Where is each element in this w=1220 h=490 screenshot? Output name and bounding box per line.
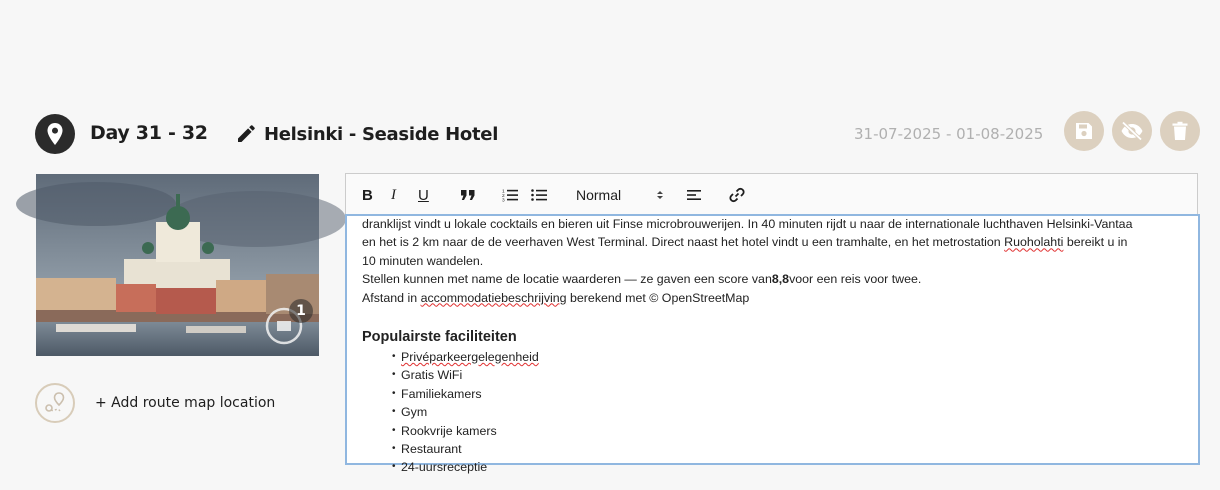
distance-line	[362, 289, 1182, 307]
facility-item: • Restaurant	[401, 440, 1182, 458]
description-text: bereikt u in	[1063, 235, 1128, 250]
svg-text:2: 2	[502, 194, 505, 199]
save-button[interactable]	[1064, 111, 1104, 151]
bold-button[interactable]: B	[362, 186, 373, 204]
quote-icon	[460, 189, 476, 201]
distance-text: Afstand in	[362, 290, 421, 305]
select-arrows-icon	[656, 189, 664, 201]
bullet-list-icon	[531, 188, 547, 202]
align-left-icon	[686, 188, 702, 202]
misspelled-word: accommodatiebeschrijving	[420, 290, 567, 305]
paragraph-gap	[362, 307, 1182, 327]
facilities-heading: Populairste faciliteiten	[362, 329, 517, 346]
facilities-list	[362, 348, 1182, 477]
description-text: en het is 2 km naar de de veerhaven West Terminal. Direct naast het hotel vindt u een tramhalte, en het metrostation	[362, 235, 1005, 250]
location-pin-icon	[35, 114, 75, 154]
link-icon	[729, 187, 745, 203]
facility-item: • 24-uursreceptie	[401, 458, 1182, 476]
facility-item	[401, 348, 1182, 366]
align-button[interactable]	[686, 185, 702, 205]
description-editor[interactable]	[345, 214, 1200, 475]
facility-item: • Rookvrije kamers	[401, 422, 1182, 440]
facility-label: Privéparkeergelegenheid	[401, 350, 539, 365]
day-range-title: Day 31 - 32	[90, 122, 208, 144]
date-range: 31-07-2025 - 01-08-2025	[854, 125, 1044, 143]
score-value: 8,8	[771, 272, 790, 287]
editor-toolbar	[345, 173, 1198, 214]
ordered-list-button[interactable]	[502, 185, 518, 205]
misspelled-word: Ruoholahti	[1004, 235, 1064, 250]
bullet-list-button[interactable]	[531, 185, 547, 205]
italic-button[interactable]: I	[391, 186, 396, 203]
description-line: dranklijst vindt u lokale cocktails en bieren uit Finse microbrouwerijen. In 40 minuten rijdt u naar de internationale luchthaven Helsinki-Vantaa	[362, 217, 1133, 231]
blockquote-button[interactable]	[460, 185, 476, 205]
hotel-photo[interactable]	[36, 174, 319, 356]
trash-icon	[1171, 121, 1189, 141]
text-size-select[interactable]	[576, 185, 664, 205]
facility-item: • Familiekamers	[401, 385, 1182, 403]
description-line	[362, 233, 1182, 251]
distance-text: berekend met © OpenStreetMap	[566, 290, 750, 305]
hide-button[interactable]	[1112, 111, 1152, 151]
score-text: voor een reis voor twee.	[789, 272, 922, 287]
facility-item: • Gratis WiFi	[401, 366, 1182, 384]
underline-button[interactable]: U	[418, 186, 429, 204]
delete-button[interactable]	[1160, 111, 1200, 151]
facility-item: • Gym	[401, 403, 1182, 421]
svg-text:1: 1	[502, 189, 505, 195]
add-route-map-location-link[interactable]: + Add route map location	[95, 395, 276, 411]
route-map-icon[interactable]	[35, 383, 75, 423]
edit-pencil-icon[interactable]	[236, 124, 256, 144]
insert-link-button[interactable]	[729, 185, 745, 205]
description-line: 10 minuten wandelen.	[362, 253, 484, 268]
svg-text:3: 3	[502, 198, 505, 204]
score-text: Stellen kunnen met name de locatie waarderen — ze gaven een score van	[362, 272, 772, 287]
eye-off-icon	[1120, 121, 1144, 141]
score-line	[362, 270, 1182, 288]
hotel-name-title[interactable]: Helsinki - Seaside Hotel	[264, 124, 499, 145]
ordered-list-icon	[502, 188, 518, 202]
photo-count-badge[interactable]: 1	[289, 299, 313, 323]
text-size-value: Normal	[576, 187, 622, 203]
save-icon	[1074, 121, 1094, 141]
